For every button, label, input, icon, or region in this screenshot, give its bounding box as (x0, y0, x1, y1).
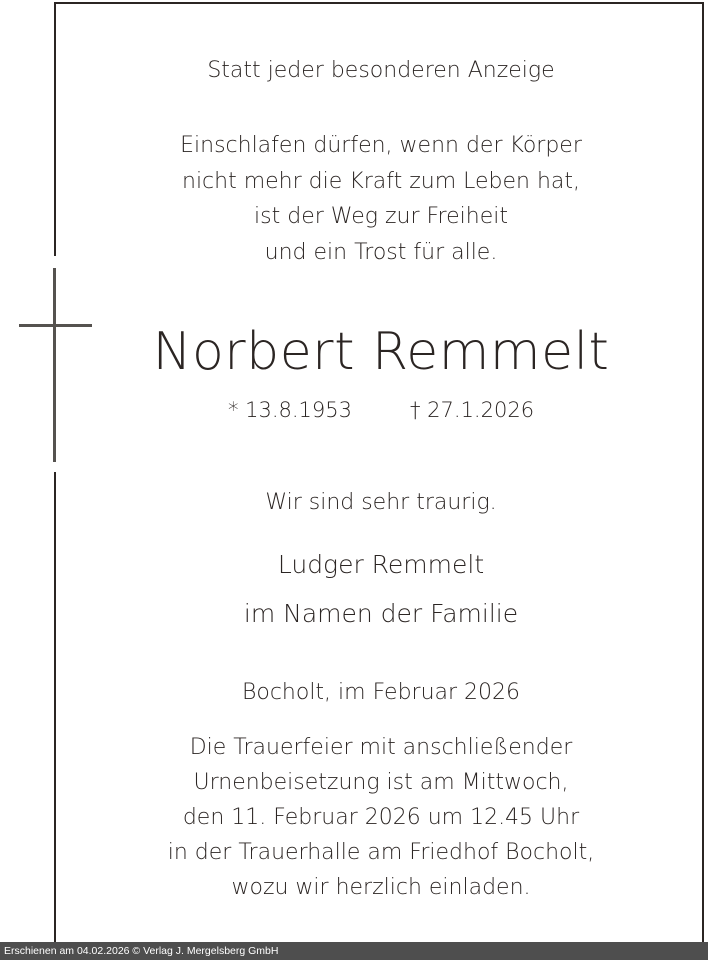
service-line: in der Trauerhalle am Friedhof Bocholt, (167, 840, 595, 865)
verse-line: nicht mehr die Kraft zum Leben hat, (182, 168, 580, 194)
service-line: den 11. Februar 2026 um 12.45 Uhr (182, 805, 580, 830)
intro-line: Statt jeder besonderen Anzeige (207, 58, 555, 83)
service-line: Urnenbeisetzung ist am Mittwoch, (193, 770, 569, 795)
deceased-name: Norbert Remmelt (152, 322, 610, 382)
life-dates (58, 398, 704, 422)
signer-family: im Namen der Familie (243, 599, 519, 628)
signer (58, 540, 704, 638)
death-date: † 27.1.2026 (410, 398, 535, 422)
verse-line: Einschlafen dürfen, wenn der Körper (180, 133, 582, 158)
verse-line: ist der Weg zur Freiheit (254, 204, 508, 229)
birth-date: * 13.8.1953 (227, 398, 352, 422)
service-line: wozu wir herzlich einladen. (231, 875, 531, 900)
verse-line: und ein Trost für alle. (264, 239, 498, 265)
publication-footer: Erschienen am 04.02.2026 © Verlag J. Mergelsberg GmbH (0, 942, 708, 960)
verse (58, 128, 704, 270)
cross-icon-vertical (53, 268, 56, 462)
sadness-line: Wir sind sehr traurig. (265, 490, 497, 515)
signer-name: Ludger Remmelt (277, 550, 485, 579)
place-date: Bocholt, im Februar 2026 (241, 680, 521, 705)
service-info (58, 730, 704, 905)
service-line: Die Trauerfeier mit anschließender (189, 735, 573, 760)
